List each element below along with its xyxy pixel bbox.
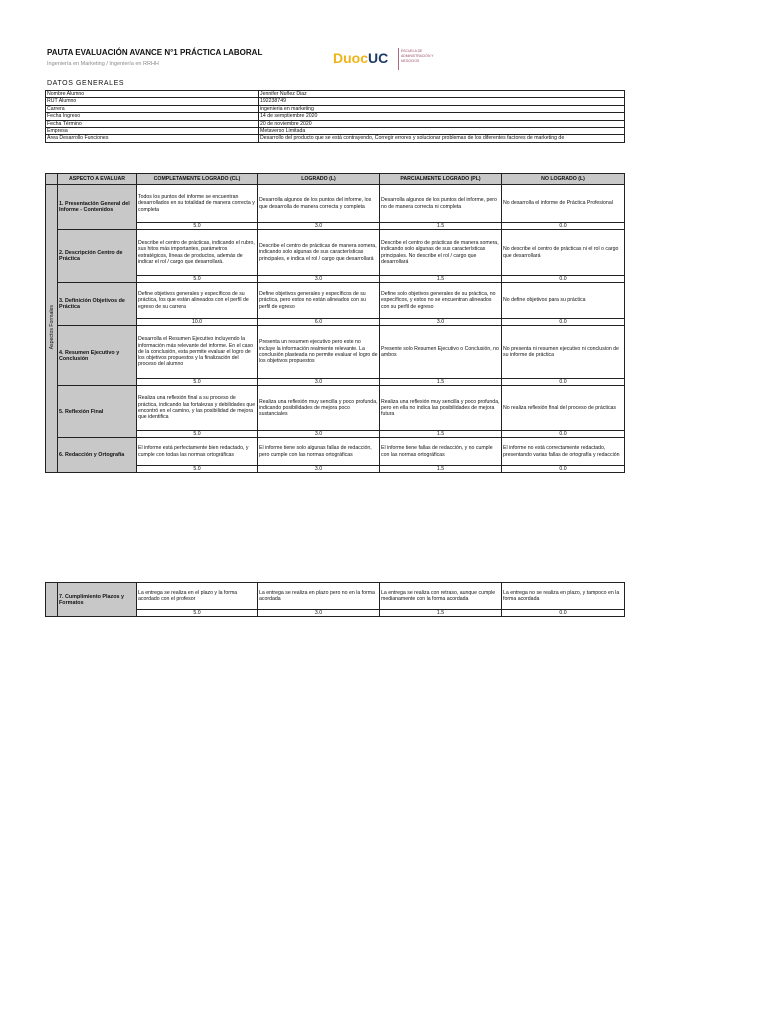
score-nl[interactable]: 0.0 <box>502 319 625 326</box>
duoc-uc-logo <box>333 48 433 70</box>
criterion-name: 7. Cumplimiento Plazos y Formatos <box>58 583 137 617</box>
header-nl: NO LOGRADO (L) <box>502 174 625 185</box>
score-pl[interactable]: 1.5 <box>380 223 502 230</box>
criterion-name: 4. Resumen Ejecutivo y Conclusión <box>58 326 137 386</box>
criterion-row <box>46 438 625 466</box>
datos-generales-heading: DATOS GENERALES <box>47 80 125 87</box>
criterion-cl: Describe el centro de prácticas, indicando el rubro, sus hitos más importantes, parámetros estratégicos, líneas de productos, además de indicar el rol / cargo que desarrollará. <box>137 230 258 276</box>
score-pl[interactable]: 1.5 <box>380 466 502 473</box>
criterion-nl: No desarrolla el informe de Práctica Profesional <box>502 185 625 223</box>
aspectos-formales-label: Aspectos Formales <box>48 305 55 350</box>
aspectos-formales-side <box>46 185 58 473</box>
criterion-cl: Realiza una reflexión final a su proceso de práctica, indicando las fortalezas y debilidades que encontró en el camino, y las posibilidad de mejora que identifica <box>137 386 258 431</box>
score-l[interactable]: 3.0 <box>258 276 380 283</box>
logo-duoc: Duoc <box>333 50 368 66</box>
score-l[interactable]: 6.0 <box>258 319 380 326</box>
criterion-l: Presenta un resumen ejecutivo pero este no incluye la información realmente relevante. La conclusión plasteada no permite evaluar el logro de los objetivos propuestos <box>258 326 380 379</box>
score-l[interactable]: 3.0 <box>258 223 380 230</box>
score-l[interactable]: 3.0 <box>258 610 380 617</box>
score-nl[interactable]: 0.0 <box>502 466 625 473</box>
criterion-l: Describe el centro de prácticas de manera somera, indicando solo algunas de sus características principales, e indica el rol / cargo que desarrollará <box>258 230 380 276</box>
score-pl[interactable]: 1.5 <box>380 610 502 617</box>
criterion-name: 1. Presentación General del Informe - Contenidos <box>58 185 137 230</box>
score-l[interactable]: 3.0 <box>258 466 380 473</box>
logo-wordmark <box>333 50 388 66</box>
score-nl[interactable]: 0.0 <box>502 223 625 230</box>
logo-divider <box>398 48 399 70</box>
criterion-l: Desarrolla algunos de los puntos del informe, los que desarrolla de manera correcta y completa <box>258 185 380 223</box>
criterion-nl: No define objetivos para su práctica <box>502 283 625 319</box>
criterion-pl: Define solo objetivos generales de su práctica, no específicos, y estos no se encuentran alineados con su perfil de egreso <box>380 283 502 319</box>
criterion-row <box>46 185 625 223</box>
criterion-pl: Describe el centro de prácticas de manera somera, indicando solo algunas de sus características principales. No describe el rol / cargo que desarrollará <box>380 230 502 276</box>
table-row <box>46 128 625 135</box>
score-nl[interactable]: 0.0 <box>502 610 625 617</box>
criterion-cl: Desarrolla el Resumen Ejecutivo incluyendo la información más relevante del informe. En el caso de la conclusión, esta permite evaluar el logro de los objetivos propuestos y la finalización del proceso del alumno <box>137 326 258 379</box>
table-row <box>46 120 625 127</box>
field-label: RUT Alumno <box>46 98 259 105</box>
field-label: Fecha Término <box>46 120 259 127</box>
score-nl[interactable]: 0.0 <box>502 431 625 438</box>
score-pl[interactable]: 3.0 <box>380 319 502 326</box>
criterion-l: La entrega se realiza en plazo pero no en la forma acordada <box>258 583 380 610</box>
criterion-l: El informe tiene solo algunas fallas de redacción, pero cumple con las normas ortográficas <box>258 438 380 466</box>
score-pl[interactable]: 1.5 <box>380 431 502 438</box>
score-cl[interactable]: 5.0 <box>137 223 258 230</box>
field-label: Nombre Alumno <box>46 91 259 98</box>
score-cl[interactable]: 5.0 <box>137 610 258 617</box>
side-header-cell <box>46 174 58 185</box>
score-pl[interactable]: 1.5 <box>380 276 502 283</box>
logo-uc: UC <box>368 50 389 66</box>
score-cl[interactable]: 5.0 <box>137 276 258 283</box>
criterion-row <box>46 230 625 276</box>
criterion-pl: Realiza una reflexión muy sencilla y poco profunda, pero en ella no indica las posibilidades de mejora futura <box>380 386 502 431</box>
criterion-pl: El informe tiene fallas de redacción, y no cumple con las normas ortográficas <box>380 438 502 466</box>
table-row <box>46 91 625 98</box>
rubric-header-row <box>46 174 625 185</box>
field-label: Fecha Ingreso <box>46 113 259 120</box>
criterion-row <box>46 326 625 379</box>
field-value[interactable]: Desarrollo del producto que se está contrayendo, Corregir errores y solucionar problemas de los diferentes factores de marketing de <box>259 135 625 142</box>
field-label: Área Desarrollo Funciones <box>46 135 259 142</box>
score-nl[interactable]: 0.0 <box>502 379 625 386</box>
logo-school-text: ESCUELA DE ADMINISTRACIÓN Y NEGOCIOS <box>401 49 434 63</box>
criterion-row <box>46 386 625 431</box>
field-label: Carrera <box>46 105 259 112</box>
criterion-row <box>46 283 625 319</box>
rubric-table-extra <box>45 582 625 617</box>
field-value[interactable]: Jennifer Nuñez Diaz <box>259 91 625 98</box>
criterion-l: Realiza una reflexión muy sencilla y poco profunda, indicando posibilidades de mejora poco sustanciales <box>258 386 380 431</box>
criterion-name: 6. Redacción y Ortografía <box>58 438 137 473</box>
field-value[interactable]: ingenieria en marketing <box>259 105 625 112</box>
criterion-nl: No describe el centro de prácticas ni el rol o cargo que desarrollará <box>502 230 625 276</box>
field-value[interactable]: 14 de semptiembre 2020 <box>259 113 625 120</box>
criterion-cl: Define objetivos generales y específicos de su práctica, los que están alineados con el perfil de egreso de su carrera <box>137 283 258 319</box>
field-value[interactable]: 20 de noviembre 2020 <box>259 120 625 127</box>
header-l: LOGRADO (L) <box>258 174 380 185</box>
criterion-nl: No realiza reflexión final del proceso de prácticas <box>502 386 625 431</box>
header-aspecto: ASPECTO A EVALUAR <box>58 174 137 185</box>
criterion-cl: La entrega se realiza en el plazo y la forma acordado con el profesor <box>137 583 258 610</box>
score-pl[interactable]: 1.5 <box>380 379 502 386</box>
score-cl[interactable]: 10.0 <box>137 319 258 326</box>
table-row <box>46 105 625 112</box>
criterion-row <box>46 583 625 610</box>
criterion-nl: El informe no está correctamente redactado, presentando varias fallas de ortografía y redacción <box>502 438 625 466</box>
page-subtitle: Ingeniería en Marketing / Ingeniería en RRHH <box>47 61 159 67</box>
score-cl[interactable]: 5.0 <box>137 431 258 438</box>
criterion-nl: La entrega no se realiza en plazo, y tampoco en la forma acordada <box>502 583 625 610</box>
table-row <box>46 113 625 120</box>
table-row <box>46 98 625 105</box>
criterion-nl: No presenta ni resumen ejecutivo ni conclusion de su informe de práctica <box>502 326 625 379</box>
score-cl[interactable]: 5.0 <box>137 379 258 386</box>
criterion-name: 3. Definición Objetivos de Práctica <box>58 283 137 326</box>
score-l[interactable]: 3.0 <box>258 379 380 386</box>
field-label: Empresa <box>46 128 259 135</box>
side-cell <box>46 583 58 617</box>
criterion-pl: Desarrolla algunos de los puntos del informe, pero no de manera correcta ni completa <box>380 185 502 223</box>
header-pl: PARCIALMENTE LOGRADO (PL) <box>380 174 502 185</box>
field-value[interactable]: Metaverso Limitada <box>259 128 625 135</box>
criterion-name: 5. Reflexión Final <box>58 386 137 438</box>
criterion-cl: El informe está perfectamente bien redactado, y cumple con todas las normas ortográficas <box>137 438 258 466</box>
score-cl[interactable]: 5.0 <box>137 466 258 473</box>
field-value[interactable]: 192238749 <box>259 98 625 105</box>
datos-generales-table <box>45 90 625 143</box>
criterion-name: 2. Descripción Centro de Práctica <box>58 230 137 283</box>
criterion-cl: Todos los puntos del informe se encuentran desarrollados en su totalidad de manera correcta y completa <box>137 185 258 223</box>
criterion-pl: La entrega se realiza con retraso, aunque cumple medianamente con la forma acordada <box>380 583 502 610</box>
score-nl[interactable]: 0.0 <box>502 276 625 283</box>
page-title: PAUTA EVALUACIÓN AVANCE N°1 PRÁCTICA LABORAL <box>47 48 263 57</box>
criterion-l: Define objetivos generales y específicos de su práctica, pero estos no están alineados con su perfil de egreso <box>258 283 380 319</box>
criterion-pl: Presente solo Resumen Ejecutivo o Conclusión, no ambos <box>380 326 502 379</box>
score-l[interactable]: 3.0 <box>258 431 380 438</box>
header-cl: COMPLETAMENTE LOGRADO (CL) <box>137 174 258 185</box>
rubric-table <box>45 173 625 473</box>
table-row <box>46 135 625 142</box>
